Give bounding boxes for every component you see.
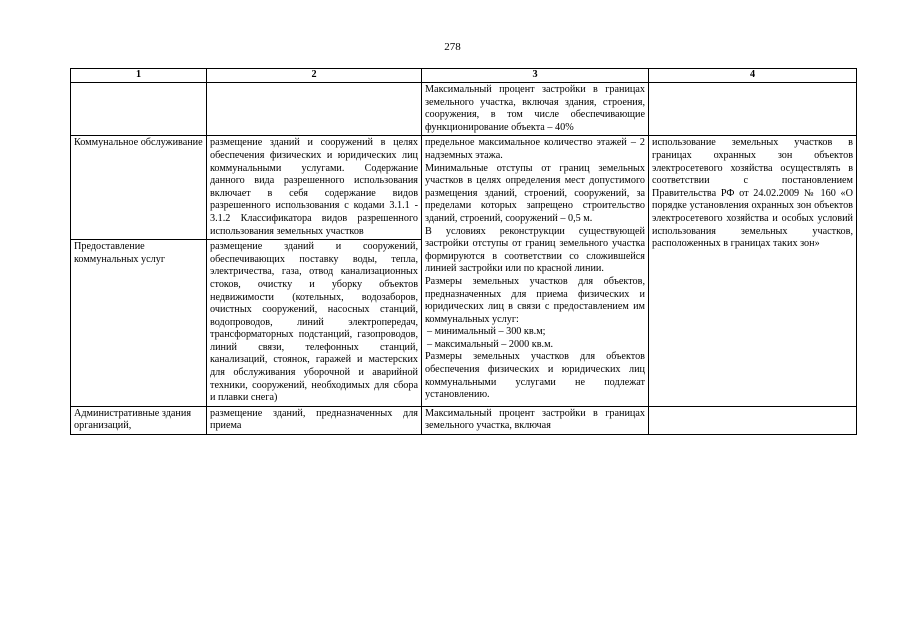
- restrictions-cell: использование земельных участков в границах охранных зон объектов электросетевого хозяйства осуществлять в соответствии с постановлением Правительства РФ от 24.02.2009 № 160 «О порядке установления охранных зон объектов электросетевого хозяйства и особых условий использования земельных участков, расположенных в границах таких зон»: [649, 136, 857, 406]
- parameters-cell: [422, 136, 649, 406]
- table-row: [71, 83, 857, 136]
- table-header-row: [71, 69, 857, 83]
- max-building-percent-cell: Максимальный процент застройки в границах земельного участка, включая здания, строения, сооружения, в том числе обеспечивающие функционирование объекта – 40%: [422, 83, 649, 136]
- header-col-2: 2: [207, 69, 422, 83]
- plot-sizes-not-set-text: Размеры земельных участков для объектов обеспечения физических и юридических лиц коммунальными услугами не подлежат установлению.: [425, 351, 645, 401]
- header-col-3: 3: [422, 69, 649, 83]
- page-number: 278: [444, 41, 461, 53]
- table-cell-empty: [71, 83, 207, 136]
- table-row: [71, 136, 857, 240]
- table-row: [71, 406, 857, 434]
- use-type-name-cell: Административные здания организаций,: [71, 406, 207, 434]
- table-cell-empty: [649, 406, 857, 434]
- plot-sizes-text: Размеры земельных участков для объектов, предназначенных для приема физических и юридических лиц в связи с предоставлением им коммунальных услуг:: [425, 275, 645, 325]
- use-type-description-cell: размещение зданий и сооружений в целях обеспечения физических и юридических лиц коммунальными услугами. Содержание данного вида разрешенного использования включает в себя содержание видов разрешенного использования с кодами 3.1.1 - 3.1.2 Классификатора видов разрешенного использования земельных участков: [207, 136, 422, 240]
- header-col-4: 4: [649, 69, 857, 83]
- use-type-description-cell: размещение зданий и сооружений, обеспечивающих поставку воды, тепла, электричества, газа, отвод канализационных стоков, очистку и уборку объектов недвижимости (котельных, водозаборов, очистных сооружений, насосных станций, водопроводов, линий электропередач, трансформаторных подстанций, газопроводов, линий связи, телефонных станций, канализаций, стоянок, гаражей и мастерских для обслуживания уборочной и аварийной техники, сооружений, необходимых для сбора и плавки снега): [207, 240, 422, 407]
- min-plot-size-item: – минимальный – 300 кв.м;: [427, 326, 546, 338]
- max-plot-size-item: – максимальный – 2000 кв.м.: [427, 338, 554, 350]
- use-type-description-cell: размещение зданий, предназначенных для приема: [207, 406, 422, 434]
- use-type-name-cell: Коммунальное обслуживание: [71, 136, 207, 240]
- reconstruction-text: В условиях реконструкции существующей застройки отступы от границ земельного участка формируются в соответствии со сложившейся линией застройки или по красной линии.: [425, 225, 645, 275]
- min-setbacks-text: Минимальные отступы от границ земельных участков в целях определения мест допустимого размещения зданий, строений, сооружений, за пределами которых запрещено строительство зданий, строений, сооружений – 0,5 м.: [425, 162, 645, 224]
- land-use-table: [70, 68, 857, 435]
- max-building-percent-cell: Максимальный процент застройки в границах земельного участка, включая: [422, 406, 649, 434]
- max-floors-text: предельное максимальное количество этажей – 2 надземных этажа.: [425, 137, 645, 161]
- header-col-1: 1: [71, 69, 207, 83]
- use-type-name-cell: Предоставление коммунальных услуг: [71, 240, 207, 407]
- table-cell-empty: [649, 83, 857, 136]
- table-cell-empty: [207, 83, 422, 136]
